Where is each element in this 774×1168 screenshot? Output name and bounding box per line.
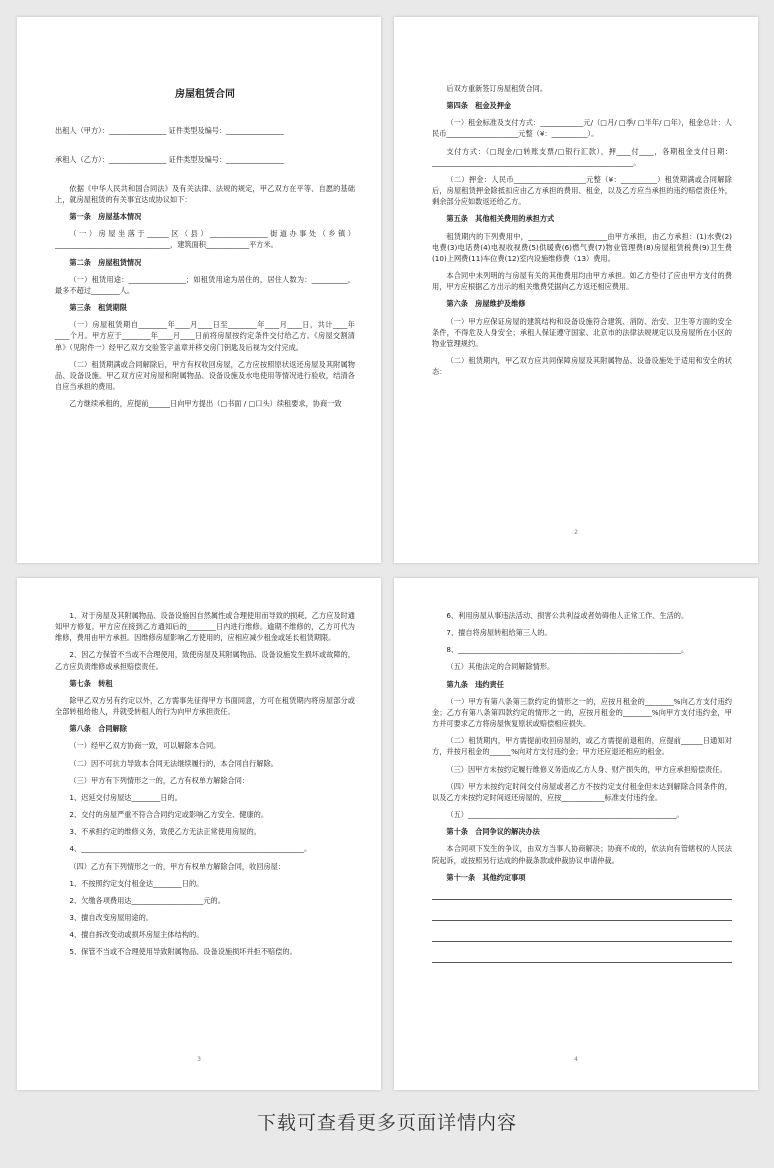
contract-page-3 (17, 578, 381, 1090)
article-paragraph: 3、不承担约定的维修义务，致使乙方无法正常使用房屋的。 (69, 827, 261, 837)
page-title: 房屋租赁合同 (175, 89, 235, 100)
article-paragraph: 后双方重新签订房屋租赁合同。 (446, 84, 548, 93)
article-heading: 第三条 租赁期限 (69, 303, 127, 313)
blank-line (432, 931, 732, 942)
article-paragraph: 1、不按照约定支付租金达________日的。 (69, 878, 204, 888)
article-paragraph: （一）房屋坐落于______区（县）________________街道办事处（乡镇）________________________________，建筑面积____________平方米。 (55, 229, 355, 250)
article-paragraph: （二）因不可抗力导致本合同无法继续履行的，本合同自行解除。 (69, 758, 278, 768)
article-paragraph: 4、______________________________________________________________。 (69, 844, 312, 854)
article-paragraph: 本合同项下发生的争议，由双方当事人协商解决；协商不成的，依法向有管辖权的人民法院起诉，或按照另行达成的仲裁条款或仲裁协议申请仲裁。 (432, 844, 732, 865)
article-paragraph: 1、对于房屋及其附属物品、设备设施因自然属性或合理使用而导致的损耗，乙方应及时通知甲方修复。甲方应在接到乙方通知后的________日内进行维修。逾期不维修的，乙方可代为维修，费用由甲方承担。因维修房屋影响乙方使用的，应相应减少租金或延长租赁期限。 (55, 611, 355, 643)
article-paragraph: 4、擅自拆改变动或损坏房屋主体结构的。 (69, 930, 204, 940)
article-paragraph: 2、因乙方保管不当或不合理使用，致使房屋及其附属物品、设备设施发生损坏或故障的，乙方应负责维修或承担赔偿责任。 (55, 650, 355, 671)
article-paragraph: 2、欠缴各项费用达____________________元的。 (69, 895, 225, 905)
article-heading: 第四条 租金及押金 (446, 101, 512, 111)
article-heading: 第一条 房屋基本情况 (69, 212, 142, 222)
lessor-line: 出租人（甲方）：________________ 证件类型及编号：________________ (55, 125, 284, 135)
download-more-caption: 下载可查看更多页面详情内容 (256, 1112, 517, 1134)
article-heading: 第九条 违约责任 (446, 679, 504, 689)
article-heading: 第六条 房屋维护及维修 (446, 299, 526, 309)
article-paragraph: （四）乙方有下列情形之一的，甲方有权单方解除合同，收回房屋： (69, 861, 286, 871)
article-paragraph: 5、保管不当或不合理使用导致附属物品、设备设施损坏并拒不赔偿的。 (69, 947, 297, 957)
blank-line (432, 952, 732, 963)
article-paragraph: （五）其他法定的合同解除情形。 (446, 662, 555, 672)
article-paragraph: 8、______________________________________________________________。 (446, 645, 689, 655)
article-paragraph: 6、利用房屋从事违法活动、损害公共利益或者妨碍他人正常工作、生活的。 (446, 611, 689, 620)
contract-page-1 (17, 17, 381, 563)
article-heading: 第八条 合同解除 (69, 724, 127, 734)
intro-paragraph: 依据《中华人民共和国合同法》及有关法律、法规的规定，甲乙双方在平等、自愿的基础上，就房屋租赁的有关事宜达成协议如下： (55, 183, 355, 204)
article-paragraph: （一）房屋租赁期自________年____月____日至________年____月____日，共计____年____个月。甲方应于________年____月____日前将房屋按约定条件交付给乙方。《房屋交割清单》（见附件一）经甲乙双方交验签字盖章并移交房门钥匙及后视为交付完成。 (55, 320, 355, 352)
blank-line (432, 889, 732, 900)
article-paragraph: （一）甲方有第八条第三款约定的情形之一的，应按月租金的________%向乙方支付违约金；乙方有第八条第四款约定的情形之一的，应按月租金的________%向甲方支付违约金，甲方并可要求乙方将房屋恢复原状或赔偿相应损失。 (432, 696, 732, 729)
article-paragraph: （三）因甲方未按约定履行维修义务造成乙方人身、财产损失的，甲方应承担赔偿责任。 (446, 764, 727, 774)
contract-page-4 (394, 578, 758, 1090)
article-paragraph: （一）甲方应保证房屋的建筑结构和设备设施符合建筑、消防、治安、卫生等方面的安全条件，不得危及人身安全；承租人保证遵守国家、北京市的法律法规规定以及房屋所在小区的物业管理规约。 (432, 316, 732, 348)
article-paragraph: （一）租赁用途：________________；如租赁用途为居住的，居住人数为：__________，最多不超过________人。 (55, 274, 355, 295)
article-paragraph: 乙方继续承租的，应提前______日向甲方提出（□书面 / □口头）续租要求，协商一致 (69, 399, 342, 409)
article-paragraph: （二）租赁期内，甲方需提前收回房屋的，或乙方需提前退租的，应提前______日通知对方，并按月租金的______%向对方支付违约金；甲方还应退还相应的租金。 (432, 736, 732, 757)
article-paragraph: （二）租赁期内，甲乙双方应共同保障房屋及其附属物品、设备设施处于适用和安全的状态： (432, 355, 732, 377)
article-heading: 第五条 其他相关费用的承担方式 (446, 214, 555, 224)
blank-line (432, 910, 732, 921)
article-paragraph: （五）__________________________________________________________。 (446, 810, 684, 820)
article-paragraph: 本合同中未列明的与房屋有关的其他费用均由甲方承担。如乙方垫付了应由甲方支付的费用，甲方应根据乙方出示的相关缴费凭据向乙方返还相应费用。 (432, 271, 732, 292)
article-paragraph: （二）租赁期满或合同解除后，甲方有权收回房屋，乙方应按照原状返还房屋及其附属物品、设备设施。甲乙双方应对房屋和附属物品、设备设施及水电使用等情况进行验收，结清各自应当承担的费用。 (55, 359, 355, 391)
article-paragraph: （一）租金标准及支付方式：____________元/（□月/ □季/ □半年/ □年），租金总计：人民币____________________元整（¥：__________）。 (432, 118, 732, 139)
lessee-line: 承租人（乙方）：________________ 证件类型及编号：________________ (55, 154, 284, 164)
article-paragraph: 3、擅自改变房屋用途的。 (69, 912, 154, 922)
article-paragraph: 1、迟延交付房屋达________日的。 (69, 792, 182, 802)
article-paragraph: （一）经甲乙双方协商一致，可以解除本合同。 (69, 741, 221, 751)
article-heading: 第二条 房屋租赁情况 (69, 257, 142, 267)
page-number: 3 (197, 1055, 201, 1063)
article-paragraph: （三）甲方有下列情形之一的，乙方有权单方解除合同： (69, 775, 250, 785)
contract-page-2 (394, 17, 758, 563)
article-heading: 第十一条 其他约定事项 (446, 872, 526, 882)
article-paragraph: 7、擅自将房屋转租给第三人的。 (446, 628, 552, 638)
article-paragraph: 2、交付的房屋严重不符合合同约定或影响乙方安全、健康的。 (69, 810, 269, 820)
article-paragraph: （四）甲方未按约定时间交付房屋或者乙方不按约定支付租金但未达到解除合同条件的，以及乙方未按约定时间返还房屋的，应按____________标准支付违约金。 (432, 781, 732, 802)
article-paragraph: 租赁期内的下列费用中，______________________由甲方承担，由乙方承担：(1)水费(2)电费(3)电话费(4)电视收视费(5)供暖费(6)燃气费(7)物业管理费(8)房屋租赁税费(9)卫生费(10)上网费(11)车位费(12)室内设施维修费（13）费用。 (432, 231, 732, 263)
article-paragraph: （二）押金：人民币____________________元整（¥：__________）租赁期满或合同解除后，房屋租赁押金除抵扣应由乙方承担的费用、租金，以及乙方应当承担的违约赔偿责任外，剩余部分应如数返还给乙方。 (432, 174, 732, 207)
page-number: 4 (574, 1055, 578, 1063)
article-paragraph: 支付方式：（□现金/□转账支票/□银行汇款），押____付____，各期租金支付日期：________________________________________________________。 (432, 146, 732, 167)
page-number: 2 (574, 528, 578, 536)
article-heading: 第十条 合同争议的解决办法 (446, 827, 540, 837)
article-paragraph: 除甲乙双方另有约定以外，乙方需事先征得甲方书面同意，方可在租赁期内将房屋部分或全部转租给他人，并就受转租人的行为向甲方承担责任。 (55, 695, 355, 717)
article-heading: 第七条 转租 (69, 678, 113, 688)
